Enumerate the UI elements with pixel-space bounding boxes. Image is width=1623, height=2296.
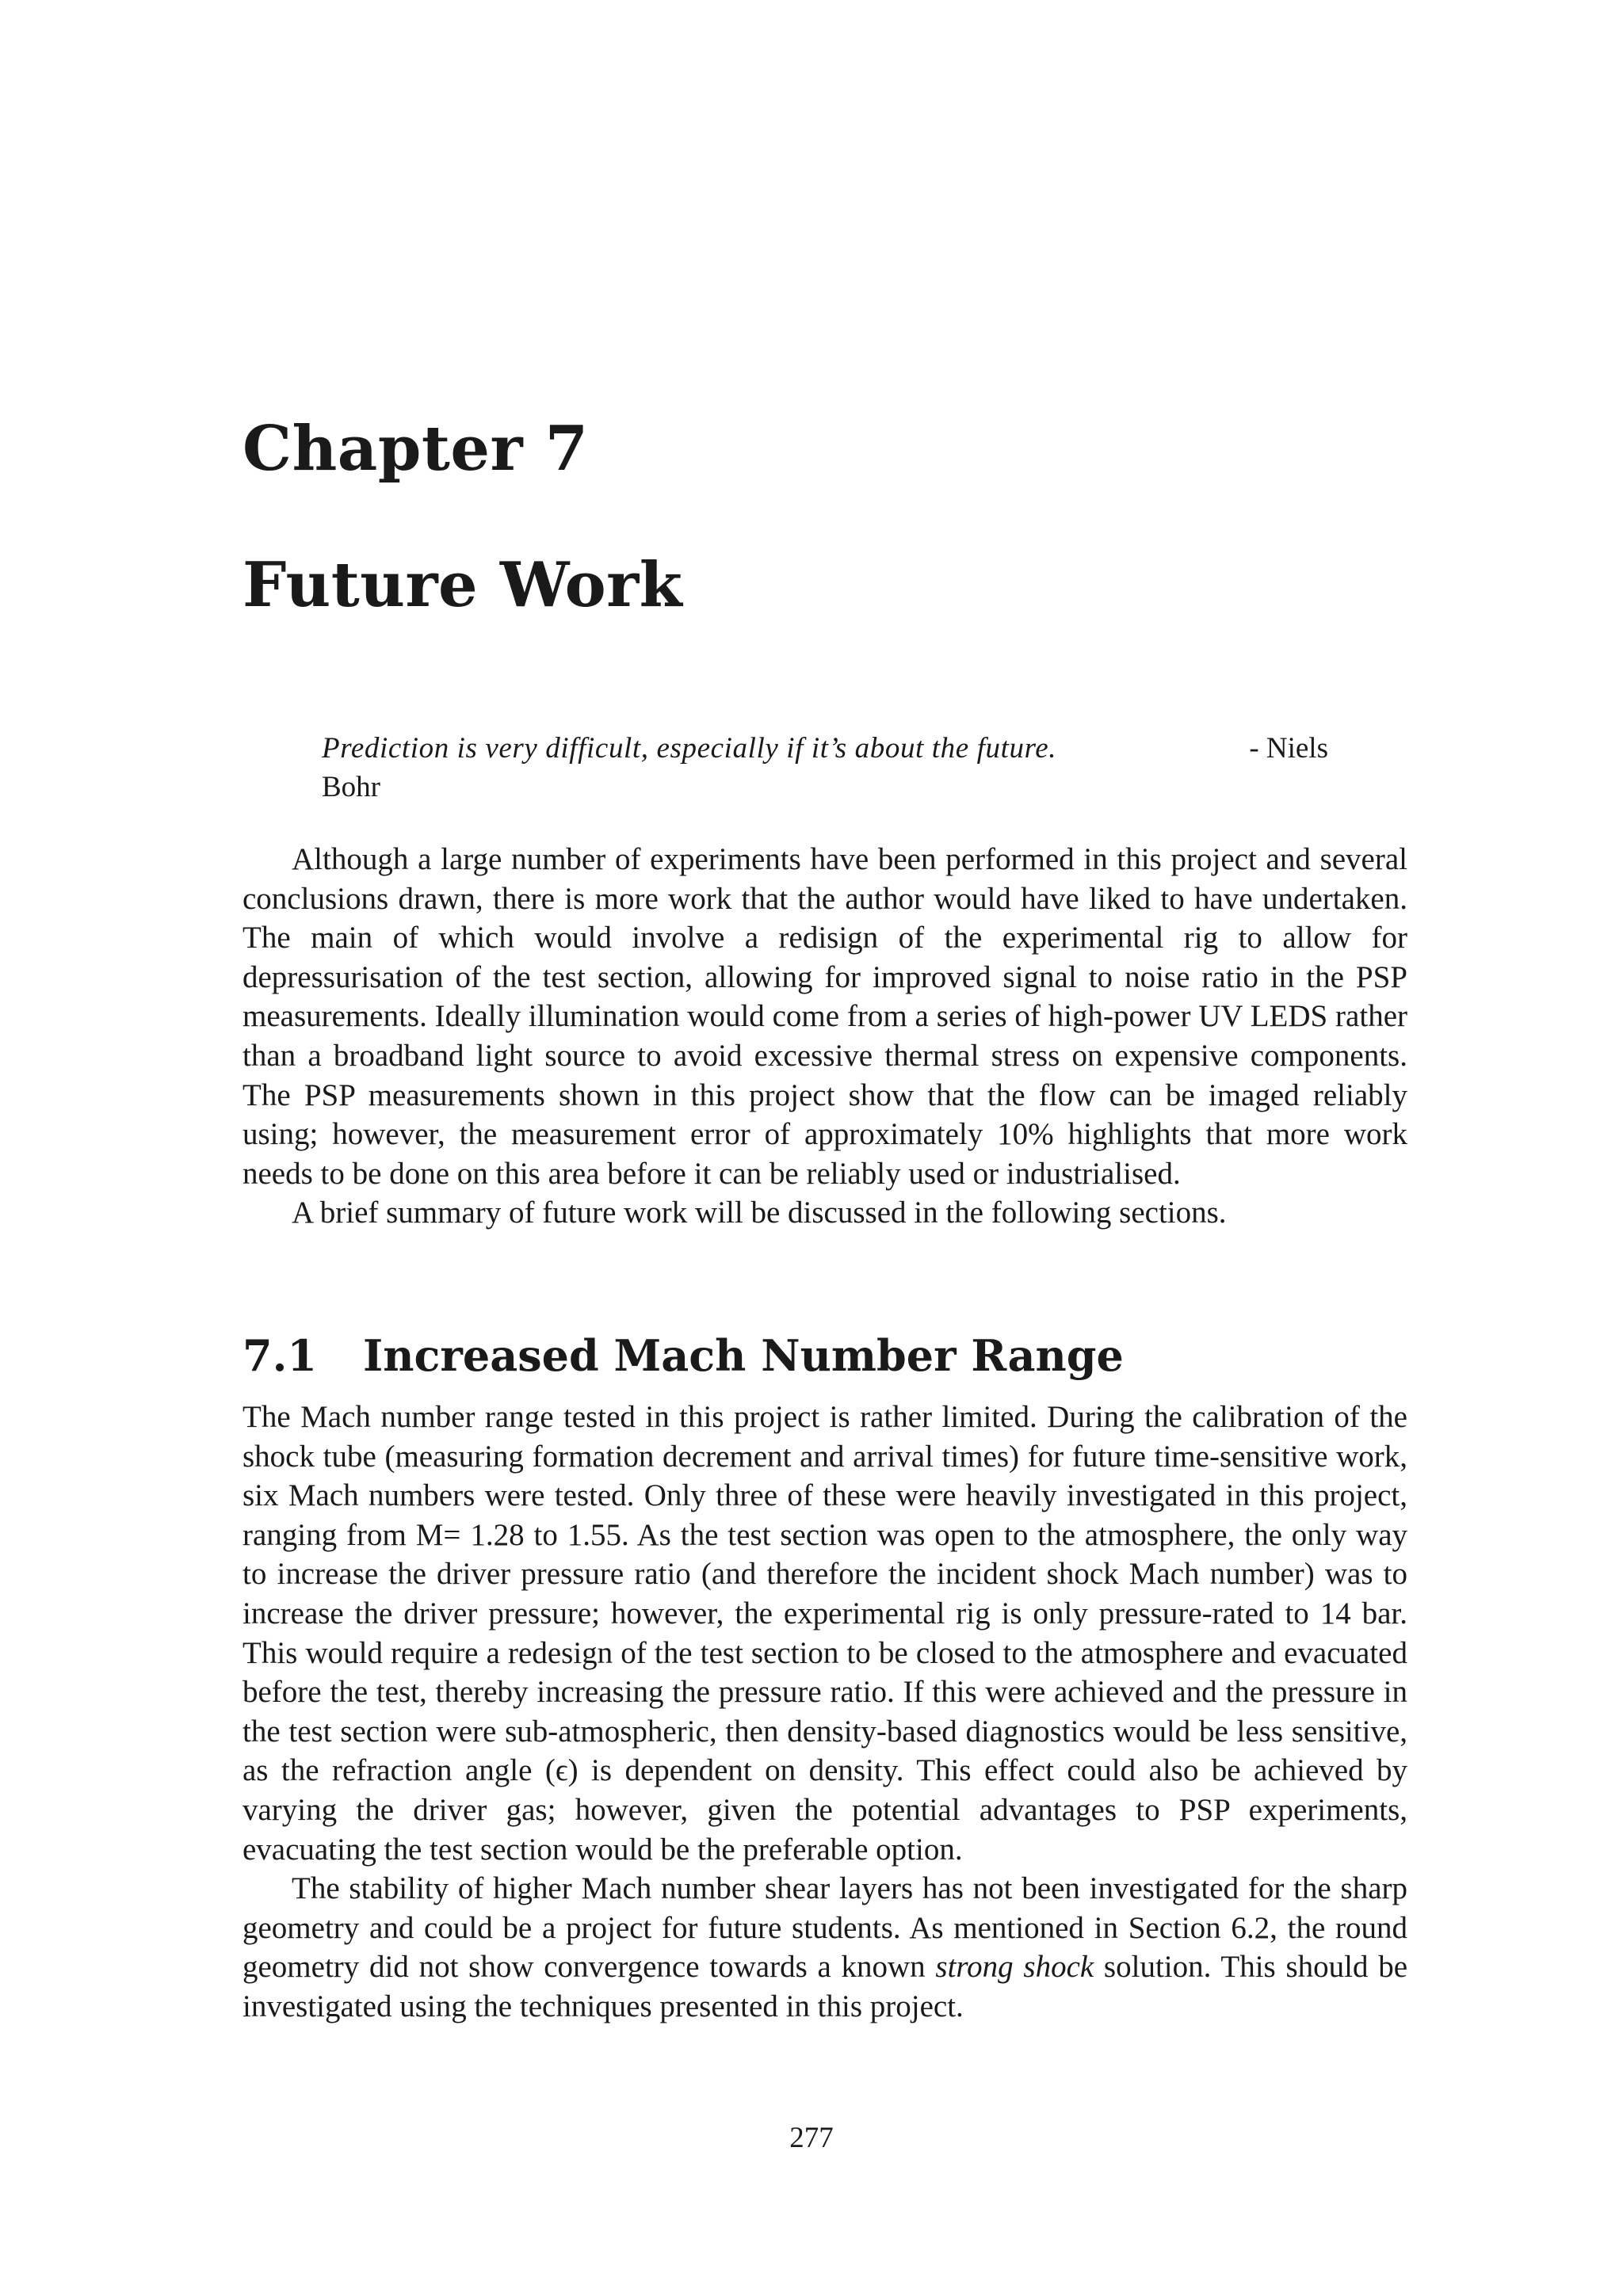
epigraph-quote: Prediction is very difficult, especially if it’s about the future.: [322, 732, 1057, 765]
epigraph-attribution-tail: Bohr: [322, 771, 380, 803]
section-paragraph-part: solution. This should be investigated using the techniques presented in this project.: [242, 1950, 1408, 2023]
section-paragraph: [242, 1869, 1407, 2026]
intro-paragraph: A brief summary of future work will be discussed in the following sections.: [292, 1196, 1227, 1230]
section-paragraph: The Mach number range tested in this project is rather limited. During the calibration of the shock tube (measuring formation decrement and arrival times) for future time-sensitive work, six Mach numbers were tested. Only three of these were heavily investigated in this project, ranging from M= 1.28 to 1.55. As the test section was open to the atmosphere, the only way to increase the driver pressure ratio (and therefore the incident shock Mach number) was to increase the driver pressure; however, the experimental rig is only pressure-rated to 14 bar. This would require a redesign of the test section to be closed to the atmosphere and evacuated before the test, thereby increasing the pressure ratio. If this were achieved and the pressure in the test section were sub-atmospheric, then density-based diagnostics would be less sensitive, as the refraction angle (ϵ) is dependent on density. This effect could also be achieved by varying the driver gas; however, given the potential advantages to PSP experiments, evacuating the test section would be the preferable option.: [242, 1400, 1407, 1867]
chapter-title: Future Work: [242, 549, 683, 621]
intro-text: [242, 840, 1407, 1233]
section-paragraph-part: The stability of higher Mach number shear layers has not been investigated for the sharp geometry and could be a project for future students. As mentioned in Section 6.2, the round geometry did not show convergence towards a known: [242, 1871, 1407, 1985]
page-number: 277: [789, 2122, 834, 2154]
epigraph: [322, 729, 1328, 807]
emphasis-text: strong shock: [935, 1950, 1094, 1985]
section-number: 7.1: [242, 1330, 317, 1381]
section-heading: [242, 1330, 1124, 1381]
chapter-label: Chapter 7: [242, 413, 589, 485]
section-text: [242, 1398, 1407, 2027]
epigraph-attribution: - Niels: [1249, 732, 1328, 765]
section-title: Increased Mach Number Range: [363, 1330, 1124, 1381]
intro-paragraph: Although a large number of experiments have been performed in this project and several conclusions drawn, there is more work that the author would have liked to have undertaken. The main of which would involve a redisign of the experimental rig to allow for depressurisation of the test section, allowing for improved signal to noise ratio in the PSP measurements. Ideally illumination would come from a series of high-power UV LEDS rather than a broadband light source to avoid excessive thermal stress on expensive components. The PSP measurements shown in this project show that the flow can be imaged reliably using; however, the measurement error of approximately 10% highlights that more work needs to be done on this area before it can be reliably used or industrialised.: [242, 842, 1407, 1191]
